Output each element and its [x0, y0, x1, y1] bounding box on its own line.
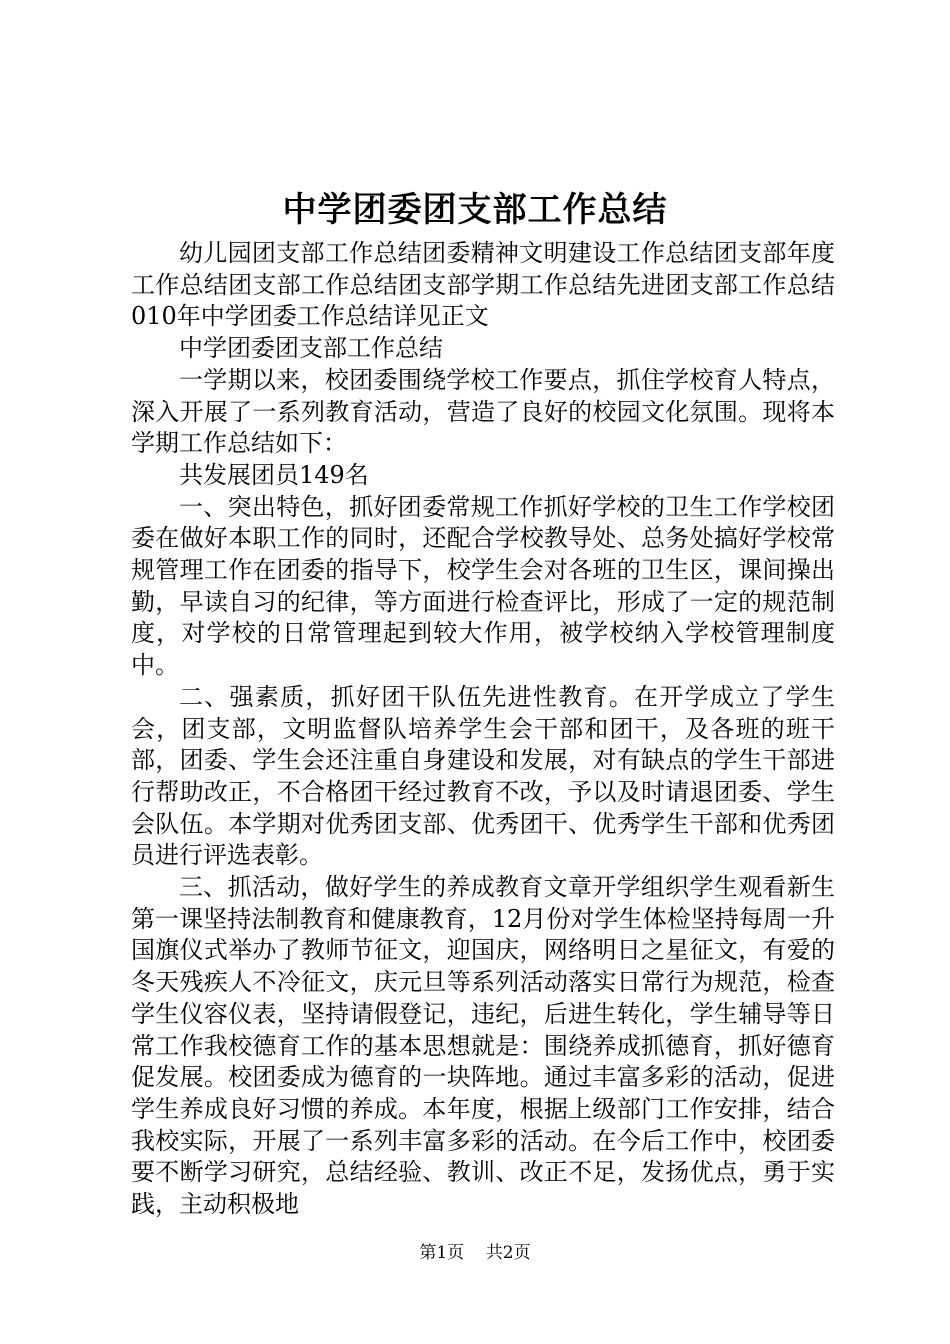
paragraph-section-1: 一、突出特色，抓好团委常规工作抓好学校的卫生工作学校团委在做好本职工作的同时，还配合学校教导处、总务处搞好学校常规管理工作在团委的指导下，校学生会对各班的卫生区，课间操出勤，早读自习的纪律，等方面进行检查评比，形成了一定的规范制度，对学校的日常管理起到较大作用，被学校纳入学校管理制度中。	[131, 492, 835, 680]
document-title: 中学团委团支部工作总结	[282, 190, 668, 230]
page-number-current: 第1页	[419, 1243, 465, 1263]
paragraph-member-count: 共发展团员149名	[179, 460, 369, 489]
page-number-separator	[470, 1243, 481, 1263]
paragraph-section-3: 三、抓活动，做好学生的养成教育文章开学组织学生观看新生第一课坚持法制教育和健康教育，12月份对学生体检坚持每周一升国旗仪式举办了教师节征文，迎国庆，网络明日之星征文，有爱的冬天残疾人不冷征文，庆元旦等系列活动落实日常行为规范，检查学生仪容仪表，坚持请假登记，违纪，后进生转化，学生辅导等日常工作我校德育工作的基本思想就是：围绕养成抓德育，抓好德育促发展。校团委成为德育的一块阵地。通过丰富多彩的活动，促进学生养成良好习惯的养成。本年度，根据上级部门工作安排，结合我校实际，开展了一系列丰富多彩的活动。在今后工作中，校团委要不断学习研究，总结经验、教训、改正不足，发扬优点，勇于实践，主动积极地	[131, 873, 835, 1219]
paragraph-overview: 一学期以来，校团委围绕学校工作要点，抓住学校育人特点，深入开展了一系列教育活动，营造了良好的校园文化氛围。现将本学期工作总结如下：	[131, 365, 835, 458]
document-body	[131, 238, 835, 1221]
paragraph-intro: 幼儿园团支部工作总结团委精神文明建设工作总结团支部年度工作总结团支部工作总结团支部学期工作总结先进团支部工作总结010年中学团委工作总结详见正文	[131, 239, 835, 331]
page-footer	[0, 1240, 950, 1266]
paragraph-subtitle: 中学团委团支部工作总结	[179, 334, 443, 363]
page-number-total: 共2页	[485, 1243, 531, 1263]
paragraph-section-2: 二、强素质，抓好团干队伍先进性教育。在开学成立了学生会，团支部，文明监督队培养学生会干部和团干，及各班的班干部，团委、学生会还注重自身建设和发展，对有缺点的学生干部进行帮助改正，不合格团干经过教育不改，予以及时请退团委、学生会队伍。本学期对优秀团支部、优秀团干、优秀学生干部和优秀团员进行评选表彰。	[131, 682, 835, 870]
